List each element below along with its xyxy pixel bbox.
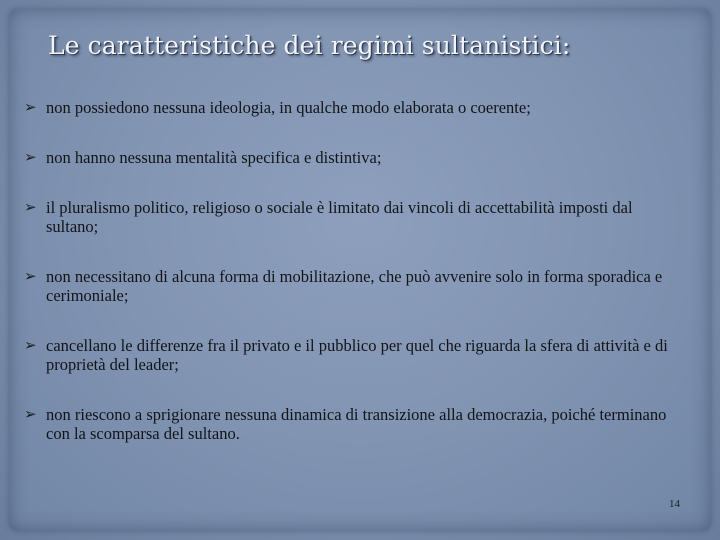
- arrow-bullet-icon: ➢: [24, 405, 37, 423]
- arrow-bullet-icon: ➢: [24, 267, 37, 285]
- bullet-text: non necessitano di alcuna forma di mobilitazione, che può avvenire solo in forma sporadica e cerimoniale;: [46, 267, 663, 305]
- list-item: [24, 148, 684, 167]
- bullet-list: [24, 98, 684, 443]
- page-number: 14: [669, 498, 680, 510]
- list-item: [24, 336, 684, 374]
- slide-title: Le caratteristiche dei regimi sultanistici:: [48, 31, 571, 60]
- list-item: [24, 267, 684, 305]
- bullet-text: non riescono a sprigionare nessuna dinamica di transizione alla democrazia, poiché terminano con la scomparsa del sultano.: [46, 405, 667, 443]
- bullet-text: non possiedono nessuna ideologia, in qualche modo elaborata o coerente;: [46, 98, 531, 117]
- list-item: [24, 198, 684, 236]
- arrow-bullet-icon: ➢: [24, 148, 37, 166]
- bullet-text: cancellano le differenze fra il privato e il pubblico per quel che riguarda la sfera di attività e di proprietà del leader;: [46, 336, 668, 374]
- arrow-bullet-icon: ➢: [24, 198, 37, 216]
- arrow-bullet-icon: ➢: [24, 336, 37, 354]
- list-item: [24, 98, 684, 117]
- bullet-text: il pluralismo politico, religioso o sociale è limitato dai vincoli di accettabilità imposti dal sultano;: [46, 198, 633, 236]
- list-item: [24, 405, 684, 443]
- arrow-bullet-icon: ➢: [24, 98, 37, 116]
- bullet-text: non hanno nessuna mentalità specifica e distintiva;: [46, 148, 382, 167]
